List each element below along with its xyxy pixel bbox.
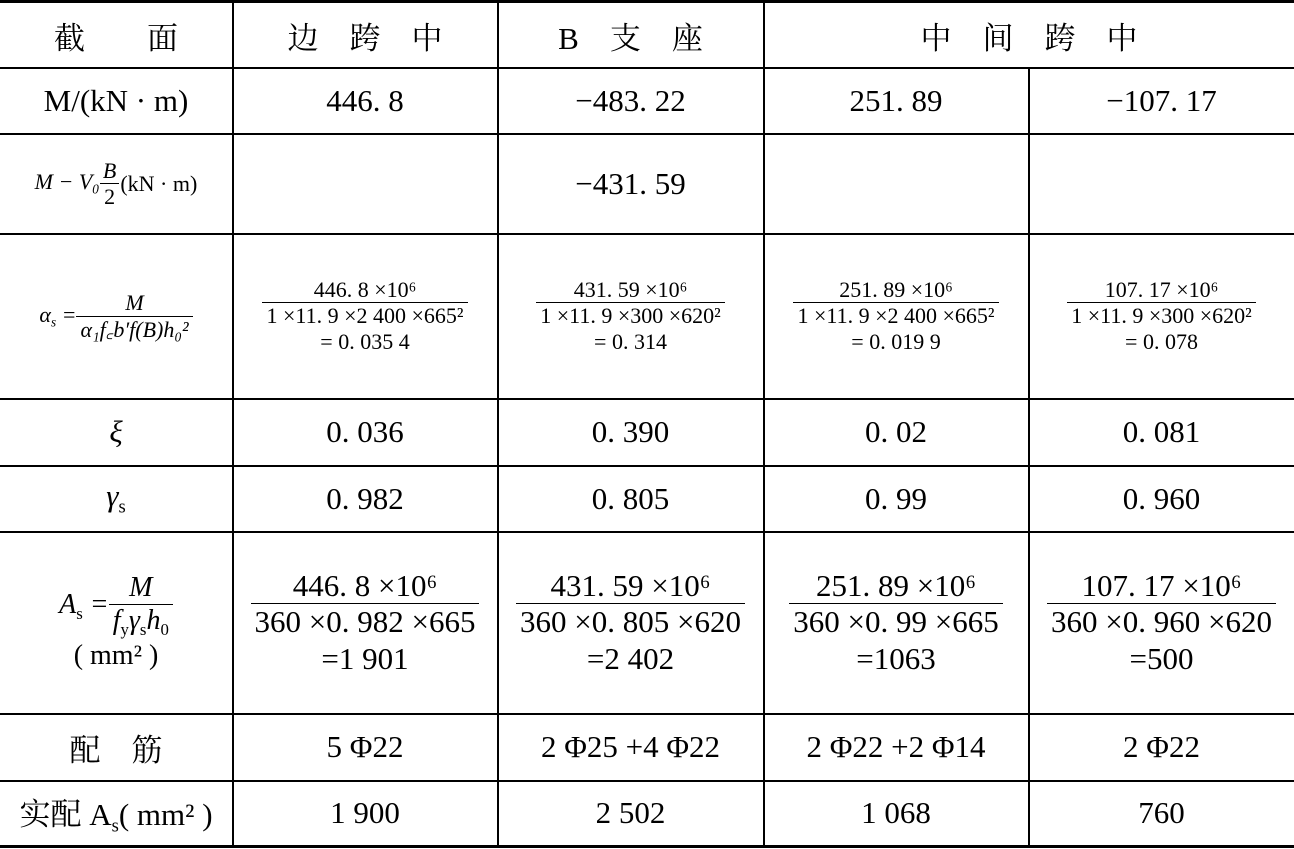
gamma-s-label: $\gamma_s$ xyxy=(106,478,126,518)
as-cell xyxy=(233,532,497,713)
header-b-support xyxy=(498,3,763,67)
xi-value: 0. 081 xyxy=(1122,414,1201,449)
header-section-text: 截 面 xyxy=(54,20,178,56)
rebar-label: 配 筋 xyxy=(69,732,163,768)
as-unit: ( mm² ) xyxy=(73,640,159,672)
moment-label: M/(kN · m) xyxy=(43,82,189,118)
actual-as-value: 760 xyxy=(1138,795,1185,830)
alpha-denominator: 1 ×11. 9 ×2 400 ×665² xyxy=(262,302,467,328)
row-label-reduced-moment xyxy=(0,134,232,233)
alpha-denominator: 1 ×11. 9 ×2 400 ×665² xyxy=(793,302,998,328)
gamma-s-value: 0. 99 xyxy=(865,480,927,516)
header-b-support-text: B 支 座 xyxy=(558,20,703,56)
gamma-s-value: 0. 805 xyxy=(591,480,670,516)
alpha-result: = 0. 314 xyxy=(594,328,667,354)
row-label-xi xyxy=(0,399,232,465)
header-edge-span-text: 边 跨 中 xyxy=(287,20,443,56)
actual-as-label: 实配 $A_s$( mm² ) xyxy=(19,796,213,837)
as-cell xyxy=(1029,532,1294,713)
alpha-numerator: 446. 8 ×10⁶ xyxy=(313,277,417,302)
rebar-cell xyxy=(764,714,1028,780)
as-formula: $\frac{M}{f_y\gamma_sh_0}$ xyxy=(109,572,173,639)
xi-value: 0. 02 xyxy=(865,414,927,449)
alpha-s-cell xyxy=(498,234,763,398)
moment-value: −107. 17 xyxy=(1106,82,1217,118)
row-label-as xyxy=(0,532,232,713)
row-label-alpha-s xyxy=(0,234,232,398)
bottom-border xyxy=(0,845,1294,848)
as-numerator: 446. 8 ×10⁶ xyxy=(292,567,438,603)
as-denominator: 360 ×0. 960 ×620 xyxy=(1047,603,1276,640)
xi-cell xyxy=(1029,399,1294,465)
as-numerator: 431. 59 ×10⁶ xyxy=(550,567,711,603)
actual-as-cell xyxy=(1029,781,1294,845)
alpha-result: = 0. 035 4 xyxy=(320,328,410,354)
gamma-s-value: 0. 982 xyxy=(326,480,404,516)
alpha-result: = 0. 019 9 xyxy=(851,328,941,354)
rebar-cell xyxy=(233,714,497,780)
as-numerator: 107. 17 ×10⁶ xyxy=(1081,567,1242,603)
as-denominator: 360 ×0. 99 ×665 xyxy=(789,603,1002,640)
moment-value: 446. 8 xyxy=(326,82,404,118)
alpha-numerator: 251. 89 ×10⁶ xyxy=(839,277,953,302)
actual-as-value: 1 068 xyxy=(861,795,931,830)
moment-value: −483. 22 xyxy=(575,82,686,118)
gamma-s-cell xyxy=(764,466,1028,531)
alpha-numerator: 431. 59 ×10⁶ xyxy=(573,277,688,302)
reduced-moment-value: −431. 59 xyxy=(575,165,686,201)
actual-as-cell xyxy=(764,781,1028,845)
alpha-result: = 0. 078 xyxy=(1125,328,1198,354)
header-section xyxy=(0,3,232,67)
gamma-s-value: 0. 960 xyxy=(1122,480,1201,516)
alpha-s-formula: $\frac{M}{\text{α₁f꜀b′f(B)h₀²}}$ xyxy=(76,290,192,342)
as-cell xyxy=(764,532,1028,713)
as-numerator: 251. 89 ×10⁶ xyxy=(815,567,977,603)
as-result: =1063 xyxy=(856,641,936,677)
rebar-value: 2 Φ22 +2 Φ14 xyxy=(806,729,986,764)
moment-cell xyxy=(1029,68,1294,133)
as-cell xyxy=(498,532,763,713)
reduced-moment-prefix: $M - V_0$ xyxy=(34,169,99,197)
xi-cell xyxy=(764,399,1028,465)
moment-cell xyxy=(498,68,763,133)
gamma-s-cell xyxy=(1029,466,1294,531)
row-label-actual-as xyxy=(0,781,232,845)
moment-value: 251. 89 xyxy=(849,82,943,118)
rebar-value: 5 Φ22 xyxy=(326,729,404,764)
as-result: =1 901 xyxy=(321,641,409,677)
gamma-s-cell xyxy=(498,466,763,531)
alpha-s-cell xyxy=(1029,234,1294,398)
rebar-value: 2 Φ25 +4 Φ22 xyxy=(540,729,721,764)
rebar-value: 2 Φ22 xyxy=(1123,729,1200,764)
header-middle-span-text: 中 间 跨 中 xyxy=(920,20,1138,56)
alpha-s-cell xyxy=(233,234,497,398)
moment-cell xyxy=(233,68,497,133)
alpha-numerator: 107. 17 ×10⁶ xyxy=(1104,277,1219,302)
xi-cell xyxy=(498,399,763,465)
rebar-cell xyxy=(498,714,763,780)
as-result: =2 402 xyxy=(586,641,675,677)
gamma-s-cell xyxy=(233,466,497,531)
as-denominator: 360 ×0. 805 ×620 xyxy=(516,603,745,640)
header-middle-span-middle xyxy=(764,3,1294,67)
as-result: =500 xyxy=(1129,641,1194,677)
xi-value: 0. 036 xyxy=(326,414,404,449)
actual-as-value: 1 900 xyxy=(330,795,400,830)
as-lhs: $A_s$ = xyxy=(59,588,109,623)
reduced-moment-fraction: $\frac{B}{2}$ xyxy=(99,158,120,210)
rebar-cell xyxy=(1029,714,1294,780)
actual-as-cell xyxy=(233,781,497,845)
xi-cell xyxy=(233,399,497,465)
alpha-s-cell xyxy=(764,234,1028,398)
row-label-rebar xyxy=(0,714,232,780)
moment-cell xyxy=(764,68,1028,133)
xi-value: 0. 390 xyxy=(591,414,670,449)
actual-as-cell xyxy=(498,781,763,845)
row-label-gamma-s xyxy=(0,466,232,531)
xi-label: ξ xyxy=(109,414,123,449)
reduced-moment-cell-b xyxy=(498,134,763,233)
as-denominator: 360 ×0. 982 ×665 xyxy=(251,603,480,640)
actual-as-value: 2 502 xyxy=(595,795,666,830)
reduced-moment-unit: (kN · m) xyxy=(120,170,198,196)
row-label-moment xyxy=(0,68,232,133)
header-edge-span-middle xyxy=(233,3,497,67)
alpha-denominator: 1 ×11. 9 ×300 ×620² xyxy=(536,302,725,328)
alpha-s-lhs: $\alpha_s$ = xyxy=(39,301,77,330)
alpha-denominator: 1 ×11. 9 ×300 ×620² xyxy=(1067,302,1256,328)
